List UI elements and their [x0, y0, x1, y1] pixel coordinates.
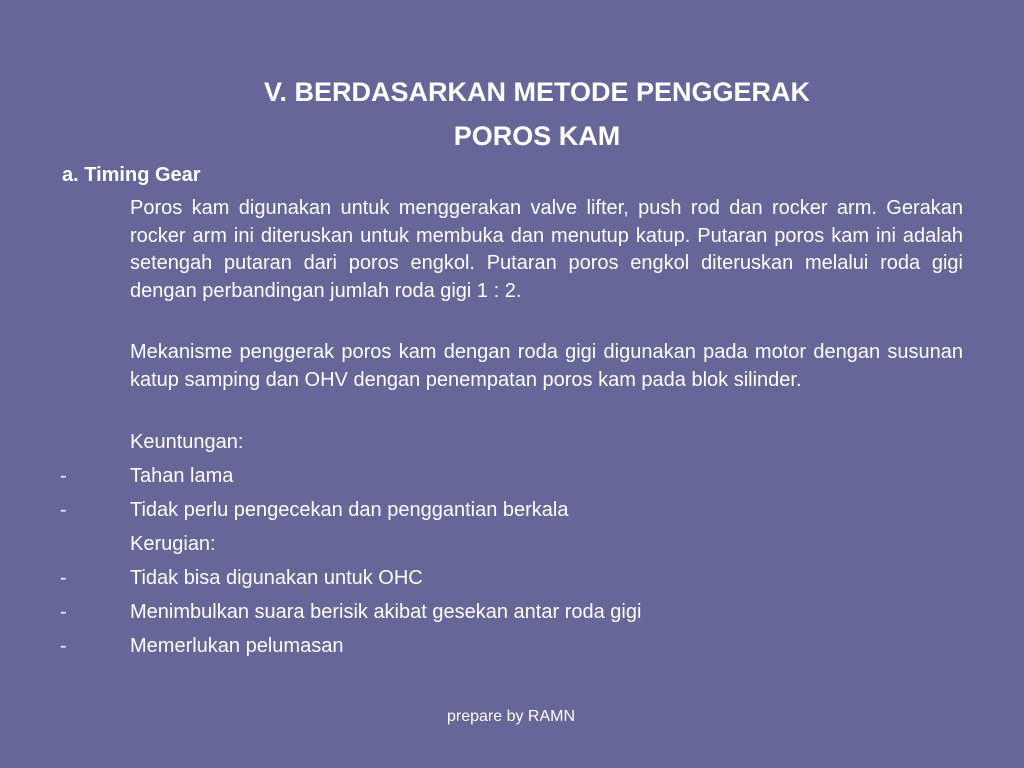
advantage-item — [0, 462, 1024, 490]
section-subheading: a. Timing Gear — [62, 164, 201, 186]
advantage-text: Tidak perlu pengecekan dan penggantian berkala — [130, 499, 569, 521]
advantage-item — [0, 496, 1024, 524]
advantage-text: Tahan lama — [130, 465, 234, 487]
disadvantage-item — [0, 598, 1024, 626]
slide-title-line-1: V. BERDASARKAN METODE PENGGERAK — [263, 77, 811, 107]
footer-text: prepare by RAMN — [446, 708, 576, 725]
disadvantage-text: Tidak bisa digunakan untuk OHC — [130, 567, 423, 589]
disadvantage-item — [0, 632, 1024, 660]
paragraph-1: Poros kam digunakan untuk menggerakan valve lifter, push rod dan rocker arm. Gerakan rocker arm ini diteruskan untuk membuka dan menutup katup. Putaran poros kam ini adalah setengah putaran dari poros engkol. Putaran poros engkol diteruskan melalui roda gigi dengan perbandingan jumlah roda gigi 1 : 2. — [130, 197, 963, 302]
disadvantage-item — [0, 564, 1024, 592]
disadvantage-text: Memerlukan pelumasan — [130, 635, 344, 657]
bullet-dash: - — [60, 635, 67, 657]
advantages-label: Keuntungan: — [130, 431, 244, 453]
bullet-dash: - — [60, 601, 67, 623]
disadvantage-text: Menimbulkan suara berisik akibat gesekan antar roda gigi — [130, 601, 642, 623]
bullet-dash: - — [60, 499, 67, 521]
bullet-dash: - — [60, 465, 67, 487]
slide-title-line-2: POROS KAM — [453, 121, 621, 151]
slide-footer — [0, 707, 1024, 727]
disadvantages-label: Kerugian: — [130, 533, 216, 555]
paragraph-2: Mekanisme penggerak poros kam dengan roda gigi digunakan pada motor dengan susunan katup samping dan OHV dengan penempatan poros kam pada blok silinder. — [130, 341, 963, 391]
bullet-dash: - — [60, 567, 67, 589]
